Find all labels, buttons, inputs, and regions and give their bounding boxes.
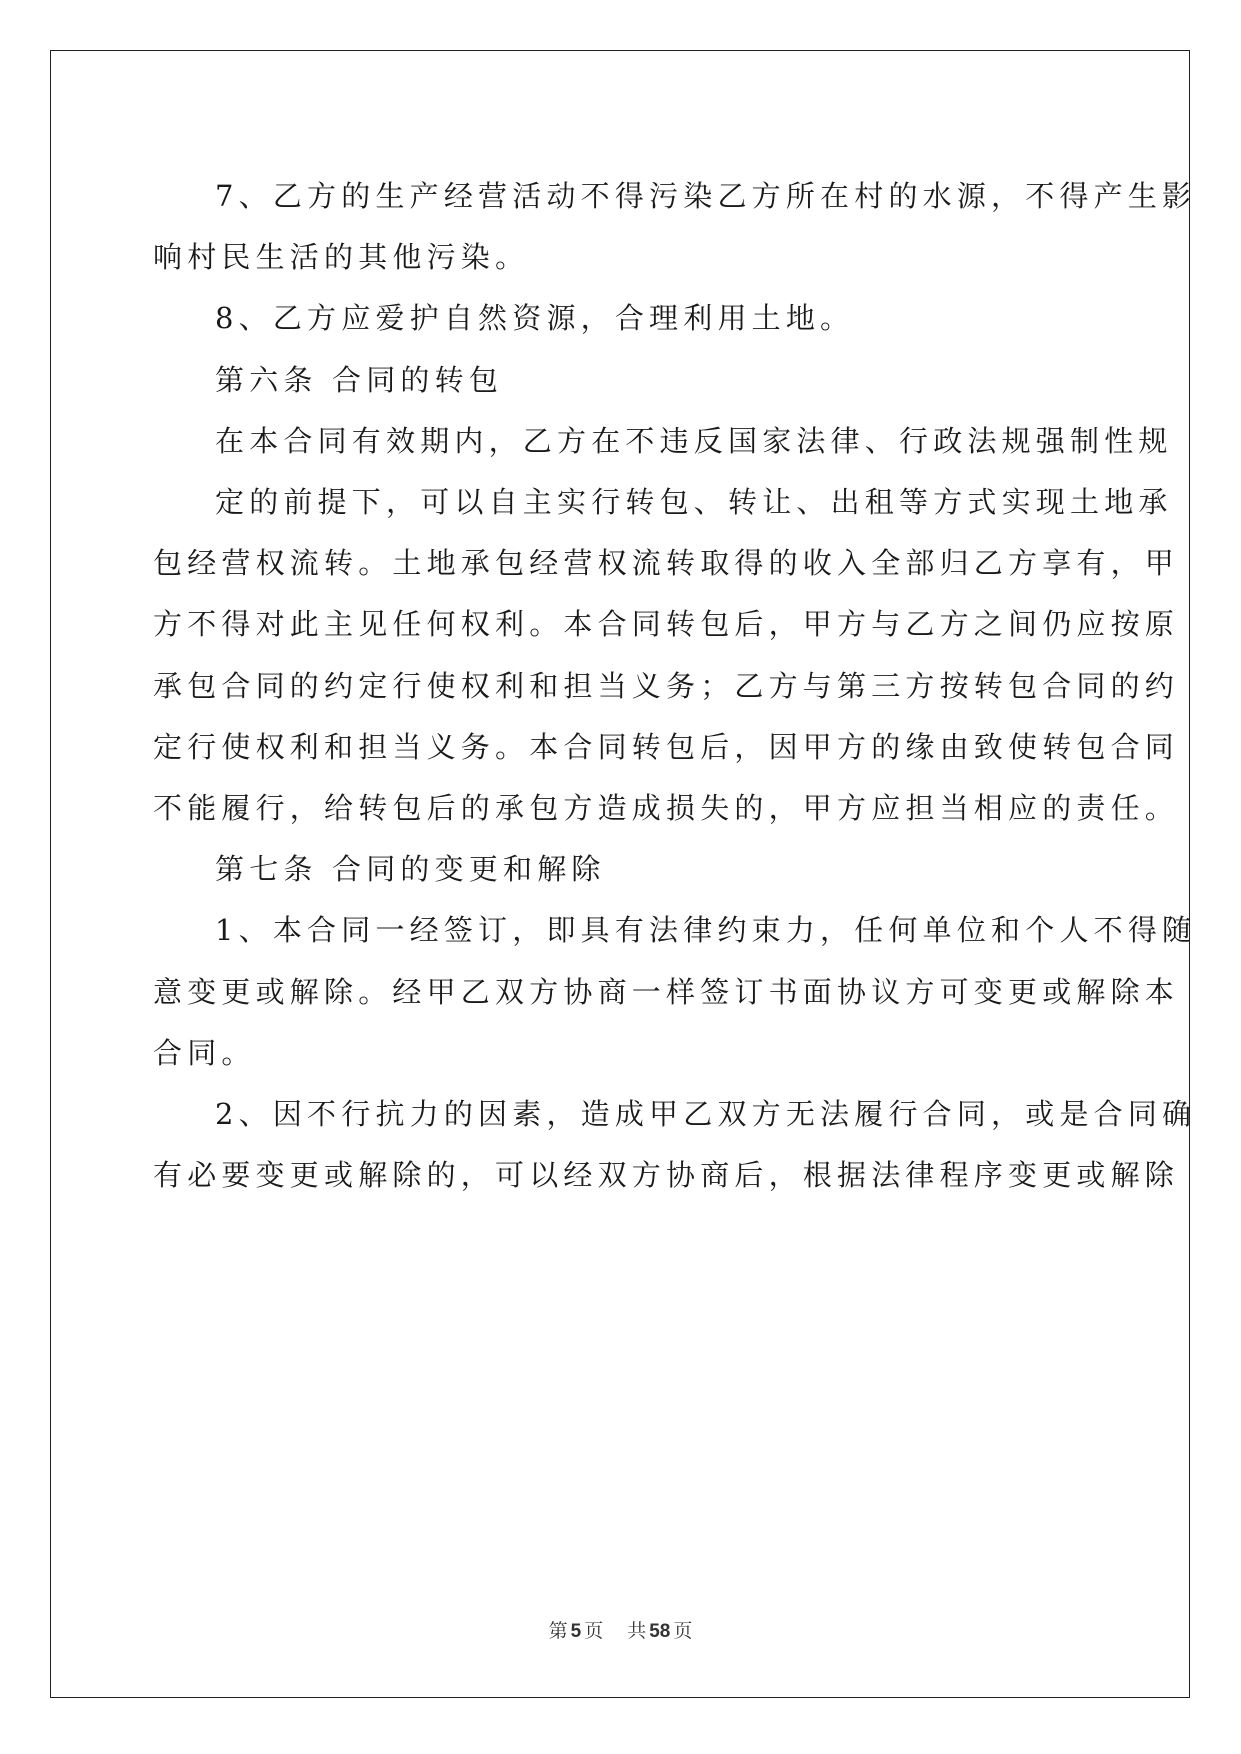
text-line: 包经营权流转。土地承包经营权流转取得的收入全部归乙方享有，甲 bbox=[153, 546, 1180, 581]
section-heading: 第七条 合同的变更和解除 bbox=[215, 852, 606, 887]
total-pages: 58 bbox=[649, 1621, 671, 1642]
page-number: 5 bbox=[570, 1621, 582, 1642]
text-line: 响村民生活的其他污染。 bbox=[153, 240, 530, 275]
text-line: 定行使权利和担当义务。本合同转包后，因甲方的缘由致使转包合同 bbox=[153, 729, 1180, 764]
text-line: 定的前提下，可以自主实行转包、转让、出租等方式实现土地承 bbox=[215, 485, 1173, 520]
text-line: 在本合同有效期内，乙方在不违反国家法律、行政法规强制性规 bbox=[215, 423, 1173, 458]
text-line: 承包合同的约定行使权利和担当义务；乙方与第三方按转包合同的约 bbox=[153, 668, 1180, 703]
page-footer bbox=[0, 1616, 1241, 1643]
page-prefix: 第 bbox=[548, 1620, 568, 1642]
page-suffix: 页 bbox=[584, 1620, 604, 1642]
text-line: 意变更或解除。经甲乙双方协商一样签订书面协议方可变更或解除本 bbox=[153, 974, 1180, 1009]
section-heading: 第六条 合同的转包 bbox=[215, 362, 504, 397]
document-body bbox=[153, 166, 1197, 1206]
text-line: 有必要变更或解除的，可以经双方协商后，根据法律程序变更或解除 bbox=[153, 1158, 1180, 1193]
text-line: 8、乙方应爱护自然资源，合理利用土地。 bbox=[215, 301, 855, 336]
text-line: 2、因不行抗力的因素，造成甲乙双方无法履行合同，或是合同确 bbox=[215, 1097, 1197, 1132]
text-line: 7、乙方的生产经营活动不得污染乙方所在村的水源，不得产生影 bbox=[215, 179, 1197, 213]
total-suffix: 页 bbox=[673, 1620, 693, 1642]
text-line: 方不得对此主见任何权利。本合同转包后，甲方与乙方之间仍应按原 bbox=[153, 607, 1180, 642]
total-prefix: 共 bbox=[627, 1620, 647, 1642]
text-line: 1、本合同一经签订，即具有法律约束力，任何单位和个人不得随 bbox=[215, 913, 1197, 948]
text-line: 合同。 bbox=[153, 1035, 256, 1070]
text-line: 不能履行，给转包后的承包方造成损失的，甲方应担当相应的责任。 bbox=[153, 791, 1180, 826]
